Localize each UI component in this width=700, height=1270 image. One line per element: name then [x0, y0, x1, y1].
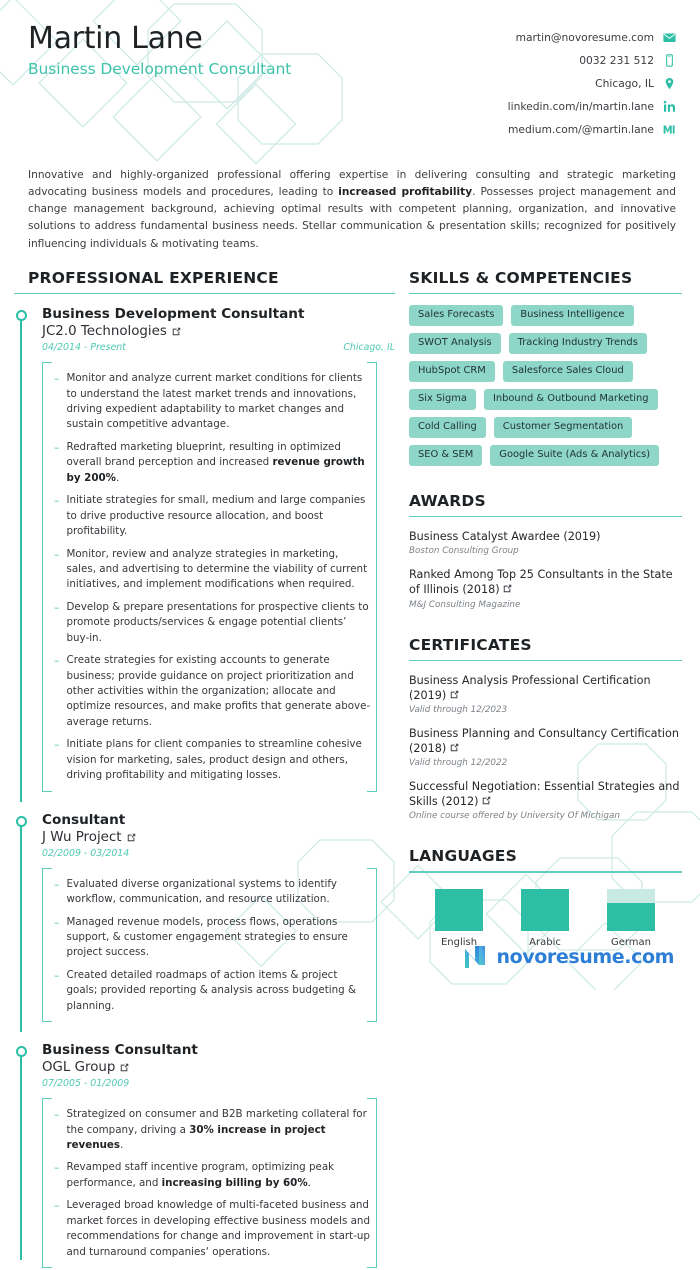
languages-list [409, 889, 682, 948]
certificate-item [409, 727, 682, 768]
medium-icon [663, 123, 676, 136]
bullet-text: Initiate plans for client companies to streamline cohesive vision for marketing, sales, product design and others, driving profitability and mitigating losses. [66, 738, 362, 782]
professional-summary [28, 167, 676, 253]
bullet-text [67, 1107, 372, 1153]
languages-section [409, 847, 682, 947]
job-company-name: J Wu Project [42, 829, 122, 845]
awards-section [409, 492, 682, 610]
language-name: English [440, 936, 478, 948]
award-item [409, 568, 682, 609]
certificate-title [409, 780, 682, 809]
bullet-item [54, 1198, 371, 1260]
experience-item [14, 812, 395, 1024]
bullet-text: Monitor, review and analyze strategies in marketing, sales, and advertising to determine the viability of current initiatives, and implement modifications when required. [66, 547, 368, 591]
external-link-icon[interactable] [127, 833, 136, 842]
summary-part-1: Innovative and highly-organized professional offering expertise in delivering consulting and strategic marketing advocating business models and procedures, leading to [28, 169, 676, 199]
skill-tag[interactable]: Salesforce Sales Cloud [503, 361, 633, 382]
skills-tag-list [409, 305, 682, 465]
job-company [42, 1060, 395, 1075]
external-link-icon[interactable] [172, 327, 181, 336]
external-link-icon[interactable] [482, 796, 491, 805]
timeline-dot-icon [16, 310, 27, 321]
bullet-text-pre: Revamped staff incentive program, optimizing peak performance, and [66, 1161, 335, 1189]
award-issuer: Boston Consulting Group [409, 546, 519, 557]
job-role: Business Consultant [42, 1042, 198, 1059]
certificate-title-text: Successful Negotiation: Essential Strategies and Skills (2012) [409, 780, 680, 808]
skill-tag[interactable]: Cold Calling [409, 417, 486, 438]
timeline-line [20, 316, 22, 801]
job-company-name: JC2.0 Technologies [42, 324, 167, 340]
certificate-validity: Valid through 12/2022 [409, 758, 508, 769]
bullet-item [54, 1160, 371, 1191]
job-role: Business Development Consultant [42, 306, 305, 323]
timeline-line [20, 1052, 22, 1260]
identity-block [28, 22, 291, 78]
bullet-text [67, 440, 372, 486]
bullet-dash-icon: – [54, 1161, 60, 1175]
bullet-dash-icon: – [54, 1199, 60, 1213]
job-meta [42, 848, 395, 859]
job-bullets [42, 1098, 377, 1268]
bullet-text [67, 1160, 372, 1191]
skill-tag[interactable]: SWOT Analysis [409, 333, 501, 354]
section-heading-skills: SKILLS & COMPETENCIES [409, 268, 633, 287]
language-item [435, 889, 483, 948]
language-level-bar [435, 889, 483, 931]
job-company-name: OGL Group [42, 1060, 116, 1076]
certificate-title-text: Business Analysis Professional Certification (2019) [409, 673, 651, 702]
linkedin-icon [663, 100, 676, 113]
bullet-text-bold: revenue growth by 200% [66, 456, 365, 484]
job-dates: 02/2009 - 03/2014 [42, 847, 130, 859]
bullet-item [54, 440, 371, 486]
external-link-icon[interactable] [120, 1063, 129, 1072]
language-name: German [610, 936, 652, 948]
external-link-icon[interactable] [450, 690, 459, 699]
section-heading-certificates: CERTIFICATES [409, 635, 532, 654]
novoresume-wordmark: novoresume.com [496, 946, 674, 968]
contact-medium-text: medium.com/@martin.lane [508, 123, 654, 136]
bullet-text-pre: Strategized on consumer and B2B marketing collateral for the company, driving a [66, 1108, 367, 1136]
body-columns [0, 269, 700, 1270]
bullet-text-bold: increasing billing by 60% [161, 1176, 308, 1189]
bullet-text-post: . [307, 1176, 311, 1189]
bullet-item [54, 653, 371, 730]
certificates-section [409, 636, 682, 822]
certificate-title-text: Business Planning and Consultancy Certification (2018) [409, 727, 679, 755]
section-divider [409, 871, 682, 872]
skill-tag[interactable]: Google Suite (Ads & Analytics) [490, 445, 659, 466]
novoresume-logo-icon [463, 944, 489, 970]
contact-phone-text: 0032 231 512 [579, 54, 654, 67]
skill-tag[interactable]: Customer Segmentation [494, 417, 633, 438]
bullet-dash-icon: – [54, 915, 60, 929]
bullet-text: Monitor and analyze current market conditions for clients to understand the latest market trends and innovations, driving expedient adaptability to market changes and sustain competitive advantage. [66, 372, 363, 431]
job-company [42, 830, 395, 845]
job-bullets [42, 868, 377, 1023]
bullet-item [54, 968, 371, 1014]
bullet-text: Create strategies for existing accounts to generate business; provide guidance on project prioritization and other activities within the organization; allocate and optimize resources, and make profits that generate above-average returns. [66, 654, 371, 728]
bullet-item [54, 371, 371, 433]
award-item [409, 530, 682, 557]
bullet-dash-icon: – [54, 547, 60, 561]
bullet-dash-icon: – [54, 440, 60, 454]
timeline-line [20, 822, 22, 1032]
bullet-text: Develop & prepare presentations for prospective clients to promote products/services & engage potential clients’ buy-in. [66, 600, 369, 644]
skill-tag[interactable]: Sales Forecasts [409, 305, 503, 326]
section-heading-languages: LANGUAGES [409, 847, 517, 866]
contact-linkedin[interactable] [508, 95, 676, 118]
contact-linkedin-text: linkedin.com/in/martin.lane [507, 100, 654, 113]
bullet-text: Managed revenue models, process flows, operations support, & customer engagement strategies to ensure project success. [66, 915, 348, 959]
language-name: Arabic [529, 936, 561, 948]
language-level-fill [435, 889, 483, 931]
bullet-item [54, 915, 371, 961]
section-divider [14, 293, 395, 294]
footer-branding[interactable] [463, 944, 674, 970]
job-role: Consultant [42, 811, 126, 828]
job-dates: 04/2014 - Present [42, 342, 126, 354]
bullet-dash-icon: – [54, 654, 60, 668]
certificate-title [409, 674, 682, 703]
bullet-item [54, 1107, 371, 1153]
timeline-dot-icon [16, 1046, 27, 1057]
job-company [42, 324, 395, 339]
contact-list [508, 26, 676, 141]
award-issuer: M&J Consulting Magazine [409, 599, 521, 610]
bullet-item [54, 737, 371, 783]
bullet-text: Initiate strategies for small, medium and large companies to drive productive resource allocation, and boost profitability. [66, 494, 366, 538]
certificate-item [409, 674, 682, 715]
language-level-bar [521, 889, 569, 931]
certificate-item [409, 780, 682, 821]
bullet-item [54, 547, 371, 593]
section-heading-experience: PROFESSIONAL EXPERIENCE [28, 268, 279, 287]
timeline-dot-icon [16, 816, 27, 827]
job-title-subtitle: Business Development Consultant [28, 60, 292, 78]
bullet-dash-icon: – [54, 600, 60, 614]
skill-tag[interactable]: Six Sigma [409, 389, 476, 410]
contact-location-text: Chicago, IL [595, 77, 654, 90]
section-divider [409, 293, 682, 294]
bullet-text: Leveraged broad knowledge of multi-faceted business and market forces in developing effective business models and recommendations for change and improvement in start-up and turnaround companies‘ operations. [66, 1199, 370, 1258]
awards-list [409, 530, 682, 610]
summary-highlight: increased profitability [338, 186, 473, 199]
job-meta [42, 342, 395, 353]
external-link-icon[interactable] [503, 584, 512, 593]
bullet-dash-icon: – [54, 494, 60, 508]
location-pin-icon [663, 77, 676, 90]
section-heading-awards: AWARDS [409, 491, 486, 510]
contact-email[interactable] [508, 26, 676, 49]
phone-icon [663, 54, 676, 67]
bullet-text-bold: 30% increase in project revenues [66, 1123, 326, 1151]
summary-part-2: . Possesses project management and change management background, achieving optimal results with competent planning, organization, and innovative solutions to address fundamental business needs. Stellar communication & presentation skills; recognized for positively influencing individuals & motivating teams. [28, 186, 676, 250]
bullet-text: Evaluated diverse organizational systems to identify workflow, communication, and resource utilization. [66, 877, 337, 906]
envelope-icon [663, 31, 676, 44]
job-meta [42, 1078, 395, 1089]
bullet-item [54, 877, 371, 908]
certificates-list [409, 674, 682, 821]
award-title-text: Ranked Among Top 25 Consultants in the State of Illinois (2018) [409, 568, 673, 597]
external-link-icon[interactable] [450, 743, 459, 752]
experience-item [14, 1042, 395, 1270]
contact-phone[interactable] [508, 49, 676, 72]
contact-location [508, 72, 676, 95]
skill-tag[interactable]: Tracking Industry Trends [509, 333, 647, 354]
bullet-item [54, 600, 371, 646]
bullet-text-pre: Redrafted marketing blueprint, resulting in optimized overall brand perception and increased [66, 440, 341, 469]
language-item [607, 889, 655, 948]
bullet-dash-icon: – [54, 1108, 60, 1122]
bullet-text: Created detailed roadmaps of action items & project goals; provided reporting & analysis across budgeting & planning. [66, 968, 357, 1012]
left-column [0, 269, 395, 1270]
certificate-validity: Valid through 12/2023 [409, 705, 508, 716]
skill-tag[interactable]: SEO & SEM [409, 445, 482, 466]
bullet-dash-icon: – [54, 372, 60, 386]
bullet-text-post: . [115, 471, 120, 484]
section-divider [409, 660, 682, 661]
language-item [521, 889, 569, 948]
section-divider [409, 516, 682, 517]
award-title: Business Catalyst Awardee (2019) [409, 529, 601, 543]
award-title [409, 568, 682, 597]
language-level-fill [607, 903, 655, 930]
job-location: Chicago, IL [343, 342, 395, 354]
job-dates: 07/2005 - 01/2009 [42, 1078, 130, 1090]
skill-tag[interactable]: Business Intelligence [511, 305, 633, 326]
header [0, 0, 700, 147]
bullet-dash-icon: – [54, 877, 60, 891]
job-bullets [42, 362, 377, 792]
skill-tag[interactable]: Inbound & Outbound Marketing [484, 389, 658, 410]
language-level-bar [607, 889, 655, 931]
right-column [395, 269, 700, 1270]
bullet-item [54, 493, 371, 539]
bullet-dash-icon: – [54, 968, 60, 982]
page-title: Martin Lane [28, 21, 203, 56]
contact-medium[interactable] [508, 118, 676, 141]
skill-tag[interactable]: HubSpot CRM [409, 361, 495, 382]
certificate-title [409, 727, 682, 756]
bullet-text-post: . [120, 1139, 124, 1151]
bullet-dash-icon: – [54, 738, 60, 752]
certificate-validity: Online course offered by University Of Michigan [409, 811, 620, 822]
language-level-fill [521, 889, 569, 931]
contact-email-text: martin@novoresume.com [515, 31, 654, 44]
experience-list [14, 306, 395, 1270]
experience-item [14, 306, 395, 793]
